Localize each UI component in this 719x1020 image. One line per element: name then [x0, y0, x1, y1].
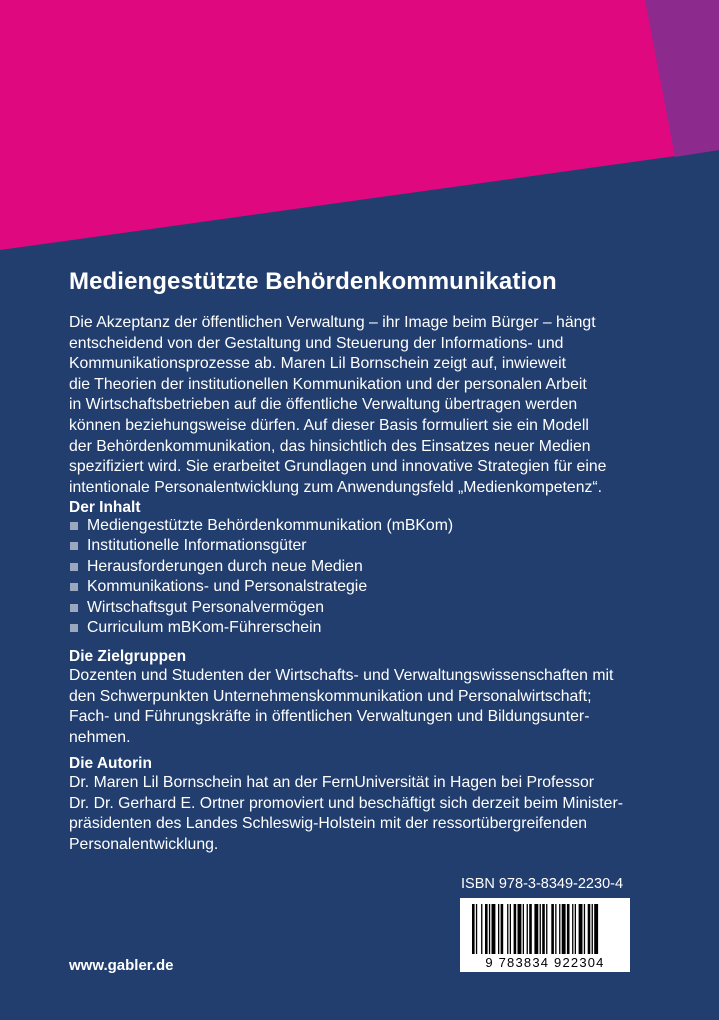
barcode-bar	[529, 904, 532, 954]
barcode-bar	[507, 904, 508, 954]
barcode-bar	[489, 904, 490, 954]
barcode-bar	[540, 904, 541, 954]
autorin-paragraph	[69, 773, 679, 855]
barcode-bar	[518, 904, 522, 954]
barcode-bar	[523, 904, 524, 954]
list-item	[69, 577, 453, 597]
list-item-label: Mediengestützte Behördenkommunikation (mBKom)	[87, 517, 454, 534]
intro-paragraph	[69, 313, 679, 498]
barcode-bar	[546, 904, 547, 954]
autorin-heading: Die Autorin	[69, 755, 152, 772]
barcode-bar	[514, 904, 517, 954]
paragraph-line: nehmen.	[69, 728, 131, 746]
bullet-square-icon	[70, 563, 78, 571]
bullet-square-icon	[70, 542, 78, 550]
magenta-band	[0, 0, 719, 250]
paragraph-line: den Schwerpunkten Unternehmenskommunikation und Personalwirtschaft;	[69, 687, 592, 705]
intro-line: entscheidend von der Gestaltung und Steuerung der Informations- und	[69, 334, 564, 352]
barcode-bar	[510, 904, 511, 954]
list-item-label: Wirtschaftsgut Personalvermögen	[87, 598, 325, 616]
barcode-bar	[575, 904, 576, 954]
barcode-bar	[584, 904, 585, 954]
inhalt-list	[69, 516, 453, 638]
barcode-bar	[551, 904, 554, 954]
barcode-bar	[555, 904, 556, 954]
zielgruppen-paragraph	[69, 666, 679, 748]
paragraph-line: Fach- und Führungskräfte in öffentlichen Verwaltungen und Bildungsunter-	[69, 708, 590, 726]
barcode-bar	[527, 904, 528, 954]
barcode-bar	[579, 904, 583, 954]
list-item-label: Curriculum mBKom-Führerschein	[87, 619, 322, 637]
list-item-label: Kommunikations- und Personalstrategie	[87, 578, 368, 596]
intro-line: spezifiziert wird. Sie erarbeitet Grundlagen und innovative Strategien für eine	[69, 458, 607, 476]
bullet-square-icon	[70, 583, 78, 591]
publisher-url: www.gabler.de	[69, 957, 174, 974]
barcode-bar	[498, 904, 499, 954]
barcode-digits: 9 783834 922304	[485, 955, 605, 970]
list-item-label: Herausforderungen durch neue Medien	[87, 557, 363, 575]
intro-line: können beziehungsweise dürfen. Auf dieser Basis formuliert sie ein Modell	[69, 416, 589, 434]
barcode-bar	[594, 904, 598, 954]
paragraph-line: präsidenten des Landes Schleswig-Holstein mit der ressortübergreifenden	[69, 815, 588, 833]
intro-line: in Wirtschaftsbetrieben auf die öffentliche Verwaltung übertragen werden	[69, 396, 578, 414]
barcode-bar	[501, 904, 504, 954]
barcode-bar	[592, 904, 593, 954]
bullet-square-icon	[70, 522, 78, 530]
list-item	[69, 618, 453, 638]
intro-line: intentionale Personalentwicklung zum Anwendungsfeld „Medienkompetenz“.	[69, 478, 603, 496]
intro-line: die Theorien der institutionellen Kommunikation und der personalen Arbeit	[69, 375, 587, 393]
inhalt-heading: Der Inhalt	[69, 499, 141, 516]
barcode-bar	[534, 904, 538, 954]
intro-line: Kommunikationsprozesse ab. Maren Lil Bornschein zeigt auf, inwieweit	[69, 355, 566, 373]
paragraph-line: Dr. Maren Lil Bornschein hat an der FernUniversität in Hagen bei Professor	[69, 774, 595, 791]
bullet-square-icon	[70, 604, 78, 612]
barcode-bar	[472, 904, 475, 954]
list-item	[69, 598, 453, 618]
barcode-bar	[588, 904, 591, 954]
isbn-label: ISBN 978-3-8349-2230-4	[461, 876, 624, 892]
barcode-bar	[562, 904, 566, 954]
barcode-bar	[485, 904, 488, 954]
barcode-bar	[481, 904, 482, 954]
barcode-bar	[572, 904, 573, 954]
list-item-label: Institutionelle Informationsgüter	[87, 537, 307, 555]
bullet-square-icon	[70, 624, 78, 632]
zielgruppen-heading: Die Zielgruppen	[69, 648, 187, 665]
barcode-bar	[542, 904, 545, 954]
list-item	[69, 557, 453, 577]
intro-line: der Behördenkommunikation, das hinsichtlich des Einsatzes neuer Medien	[69, 437, 591, 455]
paragraph-line: Personalentwicklung.	[69, 835, 219, 853]
barcode-bar	[567, 904, 570, 954]
paragraph-line: Dozenten und Studenten der Wirtschafts- und Verwaltungswissenschaften mit	[69, 667, 614, 684]
barcode-bar	[492, 904, 496, 954]
book-title: Mediengestützte Behördenkommunikation	[69, 268, 557, 295]
list-item	[69, 536, 453, 556]
paragraph-line: Dr. Dr. Gerhard E. Ortner promoviert und beschäftigt sich derzeit beim Minister-	[69, 794, 623, 812]
barcode-bar	[559, 904, 560, 954]
barcode	[460, 898, 630, 972]
list-item	[69, 516, 453, 536]
intro-line: Die Akzeptanz der öffentlichen Verwaltung – ihr Image beim Bürger – hängt	[69, 314, 596, 331]
barcode-bar	[476, 904, 477, 954]
